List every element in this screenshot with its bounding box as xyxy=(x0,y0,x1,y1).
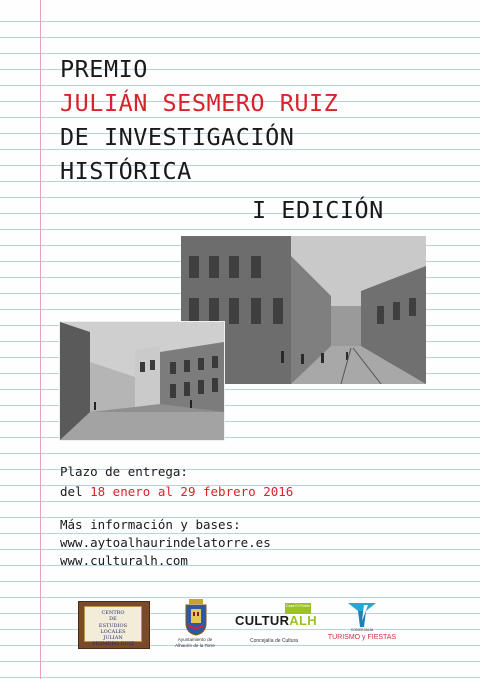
more-info-label: Más información y bases: xyxy=(60,517,241,532)
website-link-culturalh[interactable]: www.culturalh.com xyxy=(60,553,188,568)
margin-line xyxy=(40,0,41,679)
culturalh-logo xyxy=(235,613,317,628)
tile-text-line: JULIAN xyxy=(103,635,123,641)
tile-text-block xyxy=(84,606,142,648)
coat-of-arms-icon xyxy=(176,597,216,641)
turismo-caption-bottom: TURISMO y FIESTAS xyxy=(327,634,397,641)
tile-text-line: CENTRO xyxy=(101,610,125,616)
title-line-3: DE INVESTIGACIÓN xyxy=(60,123,295,151)
title-line-2: JULIÁN SESMERO RUIZ xyxy=(60,89,339,117)
coat-caption-line: Alhaurín de la Torre xyxy=(174,642,215,648)
edition-label: I EDICIÓN xyxy=(252,196,384,224)
title-line-4: HISTÓRICA xyxy=(60,157,192,185)
alh-word: ALH xyxy=(289,613,317,628)
website-link-ayuntamiento[interactable]: www.aytoalhaurindelatorre.es xyxy=(60,535,271,550)
tile-text-line: SESMERO RUIZ xyxy=(91,641,135,648)
deadline-dates xyxy=(60,486,293,499)
tile-text-line: DE xyxy=(109,616,117,623)
deadline-label: Plazo de entrega: xyxy=(60,464,188,479)
deadline-range: 18 enero al 29 febrero 2016 xyxy=(90,484,294,499)
cultur-badge: Casa El Portón xyxy=(285,603,311,614)
cultur-word: CULTUR xyxy=(235,613,290,628)
tile-text-line: ESTUDIOS xyxy=(98,622,128,629)
title-line-1: PREMIO xyxy=(60,55,148,83)
coat-caption-line: Ayuntamiento de xyxy=(177,637,213,642)
historic-street-photo-small xyxy=(60,322,224,440)
turismo-caption-top: CONCEJALÍA xyxy=(350,628,374,632)
tile-text-line: LOCALES xyxy=(100,628,126,635)
sponsor-logos xyxy=(0,595,480,665)
coat-of-arms-caption xyxy=(150,637,240,648)
centro-estudios-tile-logo xyxy=(78,601,150,649)
deadline-prefix: del xyxy=(60,484,91,499)
culturalh-caption: Concejalía de Cultura xyxy=(249,638,299,644)
